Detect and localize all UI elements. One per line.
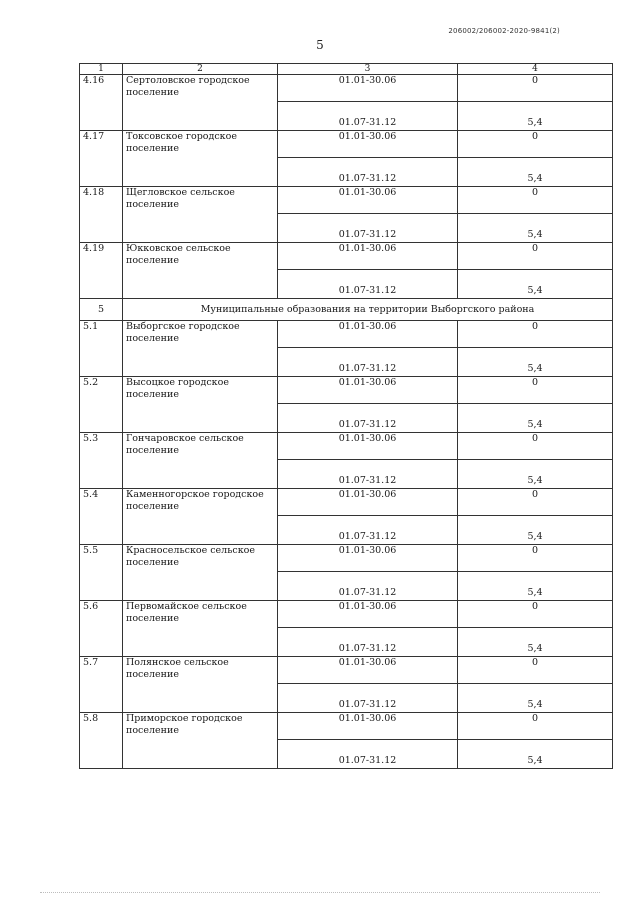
period-first-half: 01.01-30.06 bbox=[278, 377, 458, 404]
period-second-half: 01.07-31.12 bbox=[278, 102, 458, 131]
document-registration-id: 206002/206002-2020-9841(2) bbox=[448, 27, 560, 35]
column-header-4: 4 bbox=[458, 64, 613, 75]
row-number: 5.2 bbox=[80, 377, 123, 433]
settlement-name: Гончаровское сельское поселение bbox=[123, 433, 278, 489]
table-row bbox=[80, 713, 613, 740]
table-row bbox=[80, 377, 613, 404]
rate-first-half: 0 bbox=[458, 657, 613, 684]
row-number: 4.17 bbox=[80, 131, 123, 187]
settlement-name: Приморское городское поселение bbox=[123, 713, 278, 769]
period-second-half: 01.07-31.12 bbox=[278, 516, 458, 545]
rate-first-half: 0 bbox=[458, 713, 613, 740]
period-first-half: 01.01-30.06 bbox=[278, 75, 458, 102]
rate-second-half: 5,4 bbox=[458, 102, 613, 131]
table-row bbox=[80, 489, 613, 516]
settlement-name: Первомайское сельское поселение bbox=[123, 601, 278, 657]
row-number: 5.7 bbox=[80, 657, 123, 713]
period-second-half: 01.07-31.12 bbox=[278, 158, 458, 187]
footer-divider bbox=[40, 892, 600, 893]
settlement-name: Красносельское сельское поселение bbox=[123, 545, 278, 601]
table-row bbox=[80, 131, 613, 158]
table-row bbox=[80, 545, 613, 572]
rate-first-half: 0 bbox=[458, 433, 613, 460]
period-second-half: 01.07-31.12 bbox=[278, 628, 458, 657]
column-number-header-row bbox=[80, 64, 613, 75]
settlement-name: Токсовское городское поселение bbox=[123, 131, 278, 187]
settlement-name: Полянское сельское поселение bbox=[123, 657, 278, 713]
rate-second-half: 5,4 bbox=[458, 270, 613, 299]
rate-second-half: 5,4 bbox=[458, 348, 613, 377]
settlement-name: Каменногорское городское поселение bbox=[123, 489, 278, 545]
period-first-half: 01.01-30.06 bbox=[278, 489, 458, 516]
rate-first-half: 0 bbox=[458, 545, 613, 572]
period-first-half: 01.01-30.06 bbox=[278, 713, 458, 740]
settlement-name: Щегловское сельское поселение bbox=[123, 187, 278, 243]
column-header-1: 1 bbox=[80, 64, 123, 75]
row-number: 4.18 bbox=[80, 187, 123, 243]
column-header-3: 3 bbox=[278, 64, 458, 75]
section-number: 5 bbox=[80, 299, 123, 321]
section-row bbox=[80, 299, 613, 321]
rate-first-half: 0 bbox=[458, 187, 613, 214]
period-first-half: 01.01-30.06 bbox=[278, 243, 458, 270]
table-row bbox=[80, 243, 613, 270]
row-number: 4.19 bbox=[80, 243, 123, 299]
period-first-half: 01.01-30.06 bbox=[278, 187, 458, 214]
period-first-half: 01.01-30.06 bbox=[278, 131, 458, 158]
settlement-name: Юкковское сельское поселение bbox=[123, 243, 278, 299]
period-first-half: 01.01-30.06 bbox=[278, 601, 458, 628]
rate-second-half: 5,4 bbox=[458, 684, 613, 713]
rate-second-half: 5,4 bbox=[458, 740, 613, 769]
table-row bbox=[80, 75, 613, 102]
period-second-half: 01.07-31.12 bbox=[278, 460, 458, 489]
rate-second-half: 5,4 bbox=[458, 404, 613, 433]
rates-table bbox=[79, 63, 613, 769]
table-row bbox=[80, 601, 613, 628]
rate-first-half: 0 bbox=[458, 243, 613, 270]
rate-second-half: 5,4 bbox=[458, 158, 613, 187]
table-row bbox=[80, 657, 613, 684]
row-number: 5.1 bbox=[80, 321, 123, 377]
rate-first-half: 0 bbox=[458, 321, 613, 348]
rate-second-half: 5,4 bbox=[458, 628, 613, 657]
period-second-half: 01.07-31.12 bbox=[278, 572, 458, 601]
page-number: 5 bbox=[316, 38, 324, 52]
period-second-half: 01.07-31.12 bbox=[278, 740, 458, 769]
rate-first-half: 0 bbox=[458, 601, 613, 628]
row-number: 5.4 bbox=[80, 489, 123, 545]
rate-second-half: 5,4 bbox=[458, 516, 613, 545]
row-number: 5.5 bbox=[80, 545, 123, 601]
period-second-half: 01.07-31.12 bbox=[278, 270, 458, 299]
rate-first-half: 0 bbox=[458, 377, 613, 404]
table-row bbox=[80, 433, 613, 460]
settlement-name: Высоцкое городское поселение bbox=[123, 377, 278, 433]
table-row bbox=[80, 321, 613, 348]
row-number: 5.3 bbox=[80, 433, 123, 489]
column-header-2: 2 bbox=[123, 64, 278, 75]
period-first-half: 01.01-30.06 bbox=[278, 433, 458, 460]
row-number: 5.8 bbox=[80, 713, 123, 769]
table-row bbox=[80, 187, 613, 214]
rate-first-half: 0 bbox=[458, 489, 613, 516]
period-first-half: 01.01-30.06 bbox=[278, 657, 458, 684]
rate-second-half: 5,4 bbox=[458, 214, 613, 243]
rate-first-half: 0 bbox=[458, 75, 613, 102]
rate-second-half: 5,4 bbox=[458, 460, 613, 489]
rate-second-half: 5,4 bbox=[458, 572, 613, 601]
period-first-half: 01.01-30.06 bbox=[278, 545, 458, 572]
period-second-half: 01.07-31.12 bbox=[278, 214, 458, 243]
period-second-half: 01.07-31.12 bbox=[278, 404, 458, 433]
rate-first-half: 0 bbox=[458, 131, 613, 158]
section-title: Муниципальные образования на территории Выборгского района bbox=[123, 299, 613, 321]
row-number: 4.16 bbox=[80, 75, 123, 131]
settlement-name: Выборгское городское поселение bbox=[123, 321, 278, 377]
period-first-half: 01.01-30.06 bbox=[278, 321, 458, 348]
settlement-name: Сертоловское городское поселение bbox=[123, 75, 278, 131]
period-second-half: 01.07-31.12 bbox=[278, 348, 458, 377]
row-number: 5.6 bbox=[80, 601, 123, 657]
period-second-half: 01.07-31.12 bbox=[278, 684, 458, 713]
